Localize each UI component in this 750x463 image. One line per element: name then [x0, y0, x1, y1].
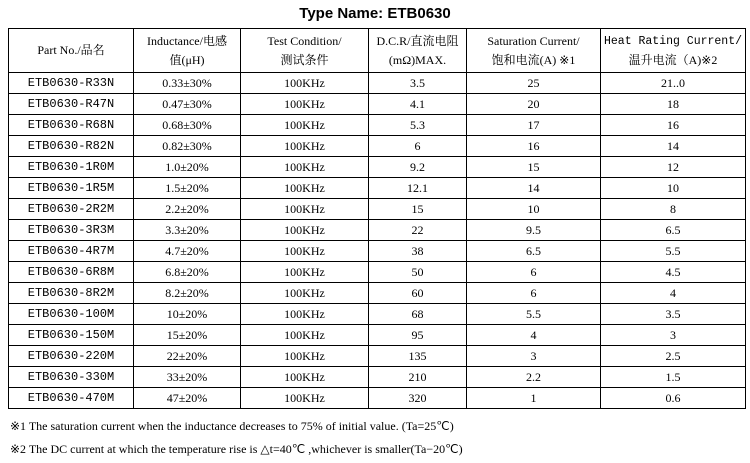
- column-header-line: Test Condition/: [267, 33, 342, 48]
- inductance-cell: 33±20%: [134, 367, 241, 388]
- saturation-current-cell: 15: [467, 157, 601, 178]
- table-row: [9, 304, 746, 325]
- test-condition-cell: 100KHz: [241, 325, 369, 346]
- saturation-current-cell: 2.2: [467, 367, 601, 388]
- column-header-line: Saturation Current/: [487, 33, 580, 48]
- part-no-cell: ETB0630-220M: [9, 346, 134, 367]
- inductance-cell: 1.5±20%: [134, 178, 241, 199]
- dcr-cell: 3.5: [369, 73, 467, 94]
- column-header-inductance: [134, 29, 241, 73]
- table-row: [9, 325, 746, 346]
- saturation-current-cell: 20: [467, 94, 601, 115]
- inductance-cell: 0.33±30%: [134, 73, 241, 94]
- dcr-cell: 210: [369, 367, 467, 388]
- part-no-cell: ETB0630-R68N: [9, 115, 134, 136]
- test-condition-cell: 100KHz: [241, 136, 369, 157]
- part-no-cell: ETB0630-2R2M: [9, 199, 134, 220]
- heat-rating-current-cell: 10: [601, 178, 746, 199]
- inductance-cell: 0.82±30%: [134, 136, 241, 157]
- inductance-cell: 47±20%: [134, 388, 241, 409]
- test-condition-cell: 100KHz: [241, 115, 369, 136]
- test-condition-cell: 100KHz: [241, 304, 369, 325]
- column-header-dcr: [369, 29, 467, 73]
- table-row: [9, 241, 746, 262]
- column-header-test-condition: [241, 29, 369, 73]
- heat-rating-current-cell: 4: [601, 283, 746, 304]
- dcr-cell: 4.1: [369, 94, 467, 115]
- table-row: [9, 199, 746, 220]
- test-condition-cell: 100KHz: [241, 367, 369, 388]
- table-row: [9, 157, 746, 178]
- part-no-cell: ETB0630-470M: [9, 388, 134, 409]
- column-header-line: Heat Rating Current/: [603, 34, 743, 48]
- heat-rating-current-cell: 3.5: [601, 304, 746, 325]
- table-row: [9, 367, 746, 388]
- part-no-cell: ETB0630-1R5M: [9, 178, 134, 199]
- part-no-cell: ETB0630-330M: [9, 367, 134, 388]
- inductance-cell: 0.47±30%: [134, 94, 241, 115]
- test-condition-cell: 100KHz: [241, 157, 369, 178]
- heat-rating-current-cell: 2.5: [601, 346, 746, 367]
- table-row: [9, 262, 746, 283]
- footnotes: [10, 419, 750, 456]
- inductance-cell: 4.7±20%: [134, 241, 241, 262]
- table-row: [9, 346, 746, 367]
- inductance-cell: 10±20%: [134, 304, 241, 325]
- table-row: [9, 136, 746, 157]
- table-row: [9, 283, 746, 304]
- test-condition-cell: 100KHz: [241, 241, 369, 262]
- dcr-cell: 135: [369, 346, 467, 367]
- inductance-cell: 22±20%: [134, 346, 241, 367]
- table-body: [9, 73, 746, 409]
- heat-rating-current-cell: 12: [601, 157, 746, 178]
- table-row: [9, 220, 746, 241]
- saturation-current-cell: 25: [467, 73, 601, 94]
- table-row: [9, 178, 746, 199]
- part-no-cell: ETB0630-R47N: [9, 94, 134, 115]
- saturation-current-cell: 4: [467, 325, 601, 346]
- saturation-current-cell: 14: [467, 178, 601, 199]
- heat-rating-current-cell: 4.5: [601, 262, 746, 283]
- inductance-cell: 2.2±20%: [134, 199, 241, 220]
- test-condition-cell: 100KHz: [241, 94, 369, 115]
- column-header-line: Part No./品名: [37, 43, 105, 57]
- table-row: [9, 388, 746, 409]
- dcr-cell: 5.3: [369, 115, 467, 136]
- test-condition-cell: 100KHz: [241, 346, 369, 367]
- column-header-line: 温升电流（A)※2: [628, 52, 718, 67]
- saturation-current-cell: 6: [467, 262, 601, 283]
- part-no-cell: ETB0630-1R0M: [9, 157, 134, 178]
- inductance-cell: 15±20%: [134, 325, 241, 346]
- test-condition-cell: 100KHz: [241, 73, 369, 94]
- column-header-heat-rating-current: [601, 29, 746, 73]
- inductance-cell: 0.68±30%: [134, 115, 241, 136]
- inductance-cell: 6.8±20%: [134, 262, 241, 283]
- dcr-cell: 12.1: [369, 178, 467, 199]
- dcr-cell: 68: [369, 304, 467, 325]
- part-no-cell: ETB0630-3R3M: [9, 220, 134, 241]
- saturation-current-cell: 1: [467, 388, 601, 409]
- heat-rating-current-cell: 1.5: [601, 367, 746, 388]
- test-condition-cell: 100KHz: [241, 388, 369, 409]
- dcr-cell: 95: [369, 325, 467, 346]
- test-condition-cell: 100KHz: [241, 262, 369, 283]
- part-no-cell: ETB0630-8R2M: [9, 283, 134, 304]
- part-no-cell: ETB0630-150M: [9, 325, 134, 346]
- header-row: [9, 29, 746, 73]
- saturation-current-cell: 6.5: [467, 241, 601, 262]
- heat-rating-current-cell: 5.5: [601, 241, 746, 262]
- dcr-cell: 9.2: [369, 157, 467, 178]
- column-header-line: 测试条件: [280, 52, 329, 67]
- saturation-current-cell: 10: [467, 199, 601, 220]
- heat-rating-current-cell: 6.5: [601, 220, 746, 241]
- footnote-saturation: ※1 The saturation current when the inductance decreases to 75% of initial value. (Ta=25℃): [10, 419, 454, 433]
- heat-rating-current-cell: 0.6: [601, 388, 746, 409]
- inductance-cell: 8.2±20%: [134, 283, 241, 304]
- saturation-current-cell: 6: [467, 283, 601, 304]
- heat-rating-current-cell: 3: [601, 325, 746, 346]
- table-row: [9, 73, 746, 94]
- table-row: [9, 94, 746, 115]
- test-condition-cell: 100KHz: [241, 220, 369, 241]
- heat-rating-current-cell: 14: [601, 136, 746, 157]
- inductance-cell: 3.3±20%: [134, 220, 241, 241]
- footnote-heat-rating: ※2 The DC current at which the temperature rise is △t=40℃ ,whichever is smaller(Ta−20℃): [10, 442, 463, 456]
- column-header-saturation-current: [467, 29, 601, 73]
- column-header-line: D.C.R/直流电阻: [376, 33, 459, 48]
- heat-rating-current-cell: 21..0: [601, 73, 746, 94]
- dcr-cell: 6: [369, 136, 467, 157]
- saturation-current-cell: 9.5: [467, 220, 601, 241]
- part-no-cell: ETB0630-R33N: [9, 73, 134, 94]
- page-title: Type Name: ETB0630: [299, 5, 451, 22]
- saturation-current-cell: 5.5: [467, 304, 601, 325]
- part-no-cell: ETB0630-100M: [9, 304, 134, 325]
- inductance-cell: 1.0±20%: [134, 157, 241, 178]
- heat-rating-current-cell: 18: [601, 94, 746, 115]
- part-no-cell: ETB0630-R82N: [9, 136, 134, 157]
- dcr-cell: 38: [369, 241, 467, 262]
- column-header-line: 饱和电流(A) ※1: [491, 52, 576, 67]
- dcr-cell: 50: [369, 262, 467, 283]
- test-condition-cell: 100KHz: [241, 283, 369, 304]
- column-header-line: (mΩ)MAX.: [388, 52, 447, 67]
- dcr-cell: 22: [369, 220, 467, 241]
- saturation-current-cell: 16: [467, 136, 601, 157]
- dcr-cell: 15: [369, 199, 467, 220]
- heat-rating-current-cell: 8: [601, 199, 746, 220]
- column-header-part-no: [9, 29, 134, 73]
- table-row: [9, 115, 746, 136]
- saturation-current-cell: 17: [467, 115, 601, 136]
- dcr-cell: 60: [369, 283, 467, 304]
- column-header-line: Inductance/电感: [147, 33, 227, 48]
- dcr-cell: 320: [369, 388, 467, 409]
- heat-rating-current-cell: 16: [601, 115, 746, 136]
- column-header-line: 值(μH): [169, 52, 205, 67]
- test-condition-cell: 100KHz: [241, 199, 369, 220]
- saturation-current-cell: 3: [467, 346, 601, 367]
- part-no-cell: ETB0630-4R7M: [9, 241, 134, 262]
- part-no-cell: ETB0630-6R8M: [9, 262, 134, 283]
- spec-table: [8, 28, 746, 409]
- test-condition-cell: 100KHz: [241, 178, 369, 199]
